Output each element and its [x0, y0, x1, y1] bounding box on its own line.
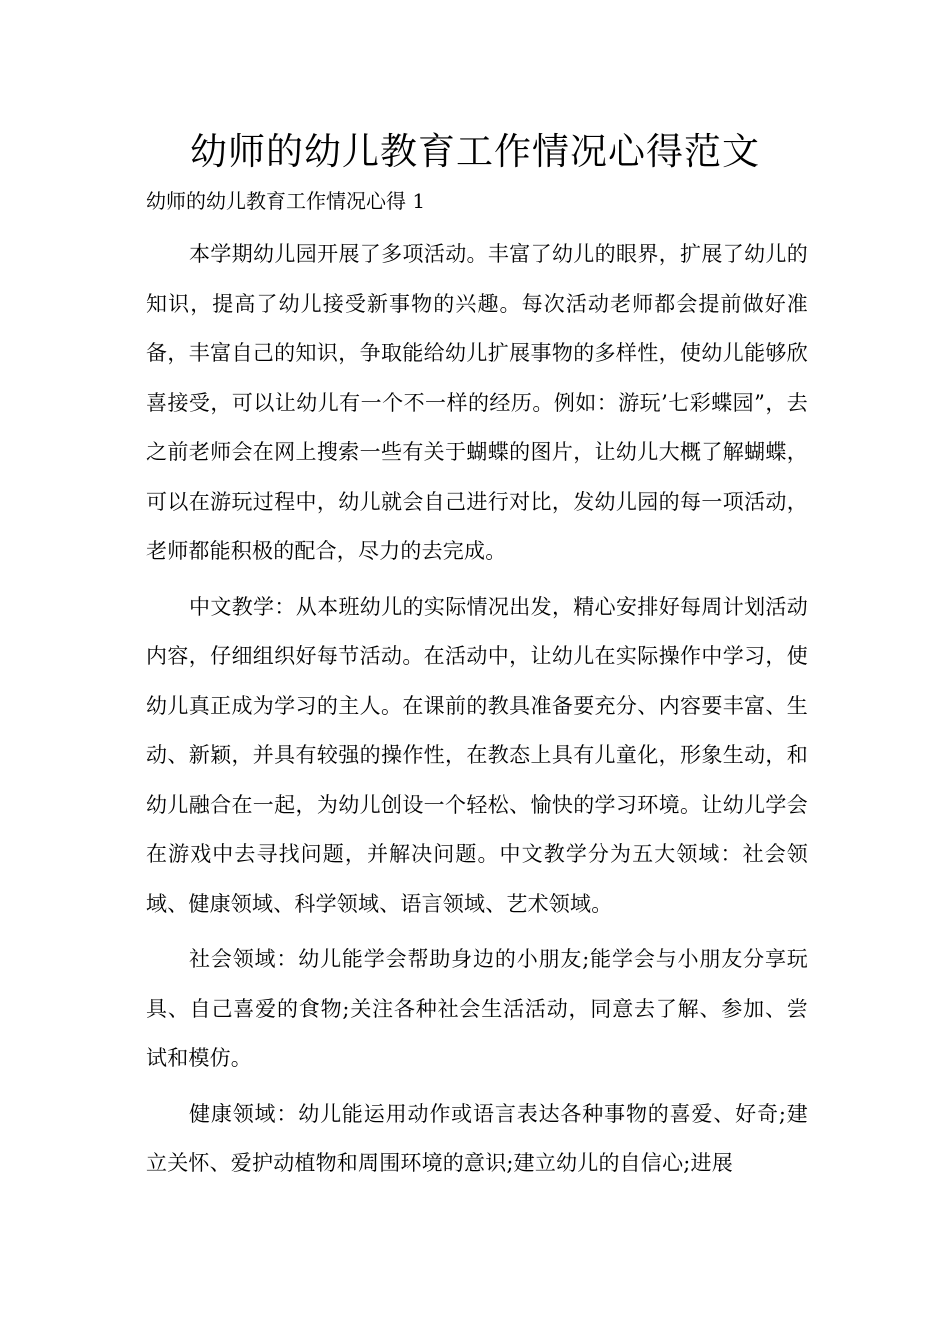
- paragraph-health-domain: 健康领域：幼儿能运用动作或语言表达各种事物的喜爱、好奇;建立关怀、爱护动植物和周围环境的意识;建立幼儿的自信心;进展: [146, 1101, 808, 1175]
- section-subheading: 幼师的幼儿教育工作情况心得 1: [146, 189, 426, 213]
- paragraph-activities: 本学期幼儿园开展了多项活动。丰富了幼儿的眼界，扩展了幼儿的知识，提高了幼儿接受新事物的兴趣。每次活动老师都会提前做好准备，丰富自己的知识，争取能给幼儿扩展事物的多样性，使幼儿能够欣喜接受，可以让幼儿有一个不一样的经历。例如：游玩’七彩蝶园”，去之前老师会在网上搜索一些有关于蝴蝶的图片，让幼儿大概了解蝴蝶，可以在游玩过程中，幼儿就会自己进行对比，发幼儿园的每一项活动，老师都能积极的配合，尽力的去完成。: [146, 242, 808, 563]
- paragraph-social-domain: 社会领域：幼儿能学会帮助身边的小朋友;能学会与小朋友分享玩具、自己喜爱的食物;关注各种社会生活活动，同意去了解、参加、尝试和模仿。: [146, 947, 808, 1070]
- document-body: [146, 230, 808, 1195]
- document-title: 幼师的幼儿教育工作情况心得范文: [190, 130, 760, 173]
- paragraph-chinese-teaching: 中文教学：从本班幼儿的实际情况出发，精心安排好每周计划活动内容，仔细组织好每节活动。在活动中，让幼儿在实际操作中学习，使幼儿真正成为学习的主人。在课前的教具准备要充分、内容要丰富、生动、新颖，并具有较强的操作性，在教态上具有儿童化，形象生动，和幼儿融合在一起，为幼儿创设一个轻松、愉快的学习环境。让幼儿学会在游戏中去寻找问题，并解决问题。中文教学分为五大领域：社会领域、健康领域、科学领域、语言领域、艺术领域。: [146, 594, 808, 916]
